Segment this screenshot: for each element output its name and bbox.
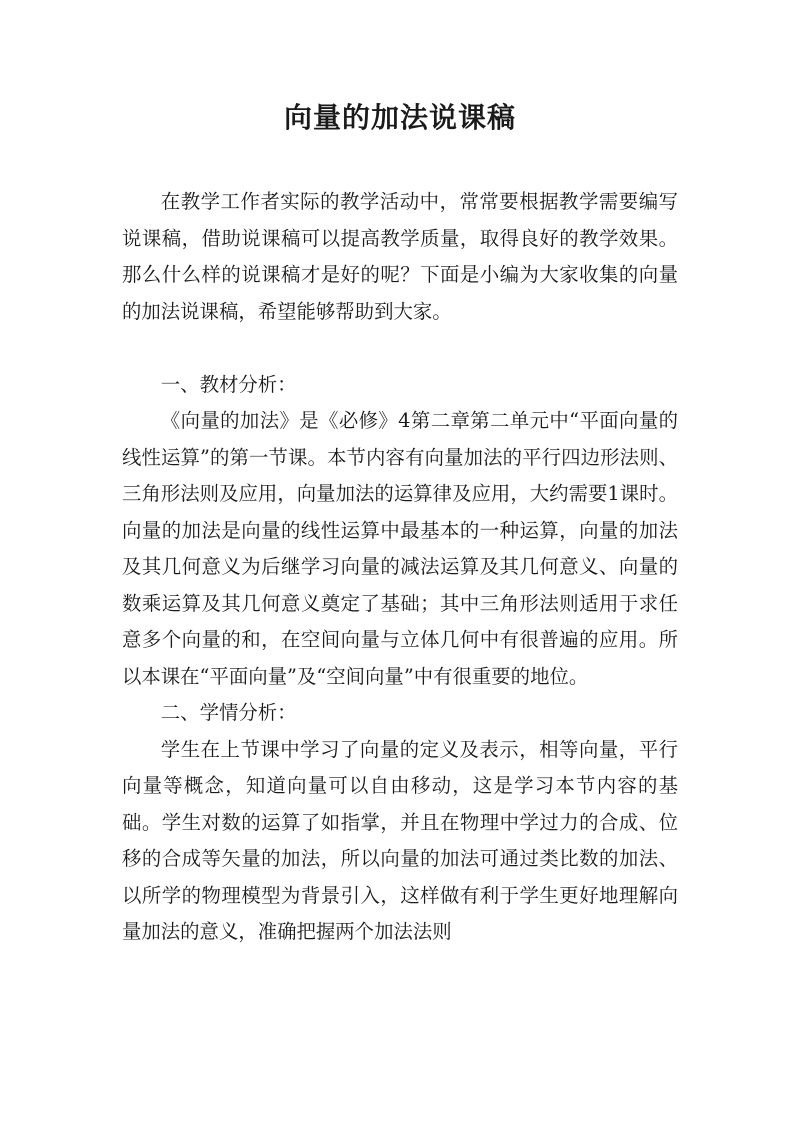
paragraph-gap	[122, 330, 678, 367]
section-heading-student-analysis: 二、学情分析：	[160, 701, 297, 724]
document-title: 向量的加法说课稿	[283, 101, 516, 134]
section-paragraph-textbook-analysis: 《向量的加法》是《必修》4第二章第二单元中“平面向量的线性运算”的第一节课。本节内容有向量加法的平行四边形法则、三角形法则及应用，向量加法的运算律及应用，大约需要1课时。向量的加法是向量的线性运算中最基本的一种运算，向量的加法及其几何意义为后继学习向量的减法运算及其几何意义、向量的数乘运算及其几何意义奠定了基础；其中三角形法则适用于求任意多个向量的和，在空间向量与立体几何中有很普遍的应用。所以本课在“平面向量”及“空间向量”中有很重要的地位。	[122, 409, 678, 688]
section-heading-textbook-analysis: 一、教材分析：	[160, 372, 297, 396]
document-body	[122, 184, 678, 951]
section-paragraph-student-analysis: 学生在上节课中学习了向量的定义及表示，相等向量，平行向量等概念，知道向量可以自由移动，这是学习本节内容的基础。学生对数的运算了如指掌，并且在物理中学过力的合成、位移的合成等矢量的加法，所以向量的加法可通过类比数的加法、以所学的物理模型为背景引入，这样做有利于学生更好地理解向量加法的意义，准确把握两个加法法则	[122, 737, 678, 943]
intro-paragraph: 在教学工作者实际的教学活动中，常常要根据教学需要编写说课稿，借助说课稿可以提高教学质量，取得良好的教学效果。那么什么样的说课稿才是好的呢？下面是小编为大家收集的向量的加法说课稿，希望能够帮助到大家。	[122, 190, 678, 323]
